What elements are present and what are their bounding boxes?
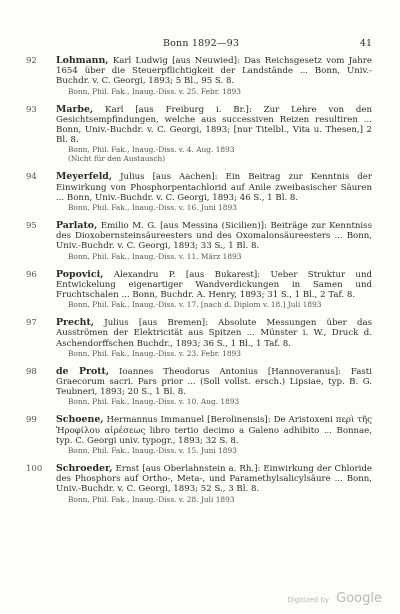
- entry-number: 100: [26, 464, 43, 475]
- list-item: [26, 221, 372, 261]
- entry-text: [56, 270, 372, 301]
- running-title: Bonn 1892—93: [162, 38, 240, 49]
- entry-list: [26, 56, 372, 513]
- list-item: [26, 367, 372, 407]
- author-name: de Prott,: [56, 365, 110, 377]
- dissertation-note: Bonn, Phil. Fak., Inaug.-Diss. v. 15. Juni 1893: [68, 446, 237, 456]
- author-name: Popovici,: [56, 268, 104, 280]
- list-item: [26, 318, 372, 358]
- entry-text: [56, 464, 372, 495]
- dissertation-note: Bonn, Phil. Fak., Inaug.-Diss. v. 28. Juli 1893: [68, 494, 235, 504]
- entry-body: Ioannes Theodorus Antonius [Hannoveranus]: Fasti Graecorum sacri. Pars prior ... (Soll vollst. ersch.) Lipsiae, typ. B. G. Teubneri, 1893; 20 S., 1 Bl. 8.: [56, 366, 372, 398]
- entry-body: Julius [aus Bremen]: Absolute Messungen über das Ausströmen der Elektricität aus Spitzen ... Münster i. W., Druck d. Aschendorffschen Buchdr., 1893; 36 S., 1 Bl., 1 Taf. 8.: [56, 318, 372, 349]
- entry-body: Julius [aus Aachen]: Ein Beitrag zur Kenntnis der Einwirkung von Phosphorpentachlorid auf Anile zweibasischer Säuren ... Bonn, Univ.-Buchdr. v. C. Georgi, 1893; 46 S., 1 Bl. 8.: [56, 172, 372, 203]
- entry-body: Alexandru P. [aus Bukarest]: Ueber Struktur und Entwickelung eigenartiger Wandverdickungen in Samen und Fruchtschalen ... Bonn, Buchdr. A. Henry, 1893; 31 S., 1 Bl., 2 Taf. 8.: [56, 269, 372, 301]
- author-name: Marbe,: [56, 103, 94, 115]
- author-name: Precht,: [56, 317, 95, 329]
- dissertation-note: Bonn, Phil. Fak., Inaug.-Diss. v. 17. [nach d. Diplom v. 18.] Juli 1893: [68, 300, 322, 310]
- watermark-brand: Google: [336, 591, 382, 606]
- page-number: 41: [359, 38, 372, 49]
- entry-number: 93: [26, 104, 37, 115]
- list-item: [26, 172, 372, 212]
- entry-number: 97: [26, 318, 37, 329]
- exchange-note: (Nicht für den Austausch): [68, 154, 166, 164]
- entry-body: Karl [aus Freiburg i. Br.]: Zur Lehre von den Gesichtsempfindungen, welche aus successiven Reizen resultiren ... Bonn, Univ.-Buchdr. v. C. Georgi, 1893; [nur Titelbl., Vita u. Thesen,] 2 Bl. 8.: [56, 104, 372, 146]
- list-item: [26, 270, 372, 310]
- dissertation-note: Bonn, Phil. Fak., Inaug.-Diss. v. 4. Aug. 1893: [68, 145, 235, 155]
- list-item: [26, 415, 372, 455]
- entry-number: 92: [26, 56, 37, 66]
- list-item: [26, 105, 372, 164]
- list-item: [26, 56, 372, 96]
- author-name: Lohmann,: [56, 55, 109, 66]
- dissertation-note: Bonn, Phil. Fak., Inaug.-Diss. v. 25. Febr. 1893: [68, 86, 241, 96]
- dissertation-note: Bonn, Phil. Fak., Inaug.-Diss. v. 11. März 1893: [68, 251, 242, 261]
- entry-text: [56, 105, 372, 146]
- entry-number: 99: [26, 415, 37, 426]
- entry-text: [56, 56, 372, 87]
- entry-body: Emilio M. G. [aus Messina (Sicilien)]: Beiträge zur Kenntniss des Dioxobernsteinsäureesters und des Oxomalonsäureesters ... Bonn, Univ.-Buchdr. v. C. Georgi, 1893; 33 S., 1 Bl. 8.: [56, 221, 372, 252]
- dissertation-note: Bonn, Phil. Fak., Inaug.-Diss. v. 23. Febr. 1893: [68, 348, 241, 358]
- entry-body: Hermannus Immanuel [Berolinensis]: De Aristoxeni περὶ τῆς Ἡροφίλου αἱρέσεως libro tertio decimo a Galeno adhibito ... Bonnae, typ. C. Georgi univ. typogr., 1893; 32 S. 8.: [56, 415, 372, 446]
- watermark-prefix: Digitized by: [287, 596, 330, 604]
- entry-number: 94: [26, 172, 37, 183]
- entry-text: [56, 318, 372, 349]
- author-name: Parlato,: [56, 220, 98, 232]
- entry-body: Ernst [aus Oberlahnstein a. Rh.]: Einwirkung der Chloride des Phosphors auf Ortho-, Meta-, und Paramethylsalicylsäure ... Bonn, Univ.-Buchdr. v. C. Georgi, 1893; 52 S., 3 Bl. 8.: [56, 464, 372, 495]
- entry-text: [56, 221, 372, 252]
- author-name: Schroeder,: [56, 463, 113, 475]
- entry-number: 95: [26, 221, 37, 232]
- author-name: Meyerfeld,: [56, 171, 113, 183]
- entry-text: [56, 367, 372, 398]
- dissertation-note: Bonn, Phil. Fak., Inaug.-Diss. v. 10. Aug. 1893: [68, 397, 240, 407]
- dissertation-note: Bonn, Phil. Fak., Inaug.-Diss. v. 16. Juni 1893: [68, 203, 237, 213]
- entry-text: [56, 415, 372, 446]
- entry-body: Karl Ludwig [aus Neuwied]: Das Reichsgesetz vom Jahre 1654 über die Steuerpflichtigkeit der Landstände ... Bonn, Univ.-Buchdr. v. C. Georgi, 1893; 5 Bl., 95 S. 8.: [56, 56, 372, 87]
- list-item: [26, 464, 372, 504]
- entry-number: 96: [26, 269, 37, 280]
- entry-number: 98: [26, 366, 37, 377]
- digitized-watermark: [287, 587, 382, 606]
- author-name: Schoene,: [56, 414, 104, 426]
- entry-text: [56, 172, 372, 203]
